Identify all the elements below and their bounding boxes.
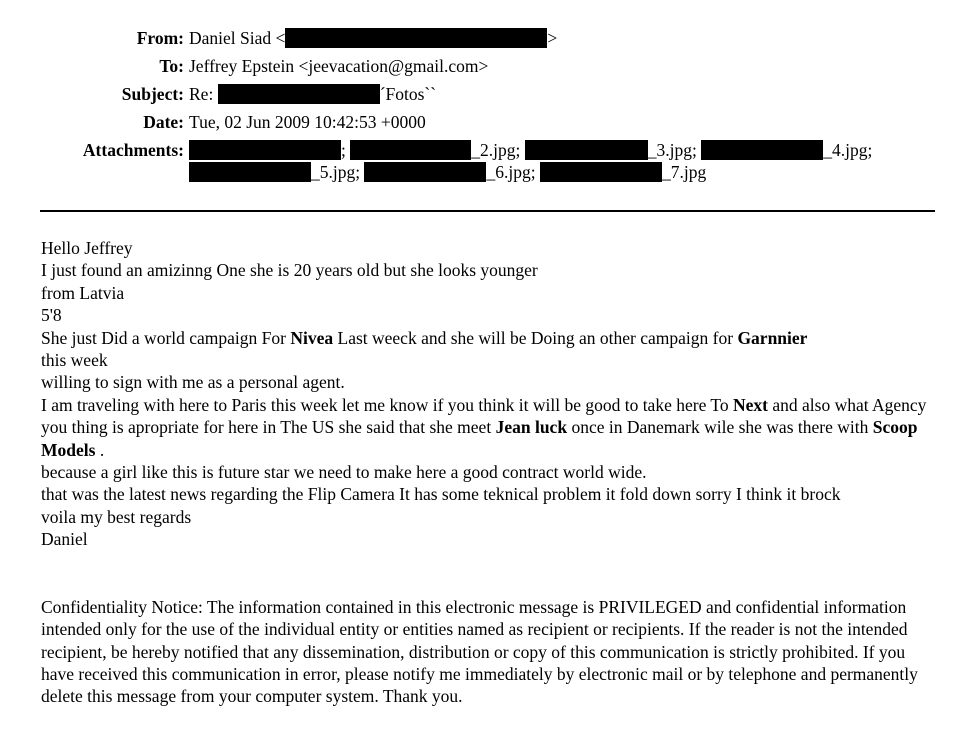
redaction-block (189, 162, 311, 182)
attachment-2-tail: _2.jpg; (471, 140, 521, 160)
attachment-4-tail: _4.jpg; (823, 140, 873, 160)
body-text: . (95, 439, 105, 460)
body-line: willing to sign with me as a personal agent. (41, 372, 345, 393)
redaction-block (540, 162, 662, 182)
header-divider (40, 210, 935, 212)
body-text: once in Danemark wile she was there with (567, 417, 873, 438)
confidentiality-notice: Confidentiality Notice: The information contained in this electronic message is PRIVILEGED and confidential information intended only for the use of the individual entity or entities named as recipient or recipients. If the reader is not the intended recipient, be hereby notified that any dissemination, distribution or copy of this communication is strictly prohibited. If you have received this communication in error, please notify me immediately by electronic mail or by telephone and permanently delete this message from your computer system. Thank you. (41, 597, 918, 707)
attachments-label: Attachments: (82, 140, 184, 160)
body-line: because a girl like this is future star we need to make here a good contract world wide. (41, 462, 647, 483)
body-line: from Latvia (41, 282, 125, 303)
person-name: Jean luck (495, 417, 568, 438)
attachment-3-tail: _3.jpg; (647, 140, 697, 160)
redaction-block (189, 140, 341, 160)
to-row (0, 54, 960, 78)
attachments-line-1 (189, 138, 872, 162)
body-line: Hello Jeffrey (41, 238, 133, 258)
date-value: Tue, 02 Jun 2009 10:42:53 +0000 (189, 112, 426, 132)
from-value (189, 26, 557, 50)
body-text: this week (41, 350, 108, 371)
body-paragraph (41, 394, 941, 461)
redaction-block (285, 28, 547, 48)
body-line: I just found an amizinng One she is 20 years old but she looks younger (41, 260, 538, 281)
subject-value (189, 82, 436, 106)
from-name: Daniel Siad < (189, 28, 286, 48)
subject-label: Subject: (121, 84, 184, 104)
body-text: I am traveling with here to Paris this week let me know if you think it will be good to take here To (41, 394, 733, 415)
body-text: Last weeck and she will be Doing an other campaign for (333, 327, 738, 348)
date-label: Date: (143, 112, 184, 132)
redaction-block (218, 84, 380, 104)
attachment-6-tail: _6.jpg; (486, 162, 536, 182)
agency-name: Scoop Models (41, 417, 918, 460)
attachments-line-2 (189, 160, 706, 184)
attachment-7-tail: _7.jpg (661, 162, 707, 182)
attachment-5-tail: _5.jpg; (311, 162, 361, 182)
body-line: that was the latest news regarding the Flip Camera It has some teknical problem it fold down sorry I think it brock (41, 484, 841, 505)
attachments-line-2-row (0, 160, 960, 184)
subject-prefix: Re: (189, 84, 214, 104)
from-row (0, 26, 960, 50)
from-label: From: (136, 28, 184, 48)
from-tail: > (547, 28, 558, 48)
brand-name: Garnnier (737, 327, 808, 348)
body-text: and also what Agency you thing is apropriate for here in The US she said that she meet (41, 394, 927, 438)
body-line: voila my best regards (41, 506, 192, 527)
subject-row (0, 82, 960, 106)
redaction-block (350, 140, 471, 160)
date-row (0, 110, 960, 134)
body-line: 5'8 (41, 305, 62, 326)
redaction-block (701, 140, 823, 160)
to-label: To: (159, 56, 184, 76)
message-body (41, 237, 941, 551)
signature: Daniel (41, 529, 88, 550)
attachments-row (0, 138, 960, 162)
to-value: Jeffrey Epstein <jeevacation@gmail.com> (189, 56, 489, 76)
redaction-block (364, 162, 486, 182)
attachment-1-tail: ; (341, 140, 346, 160)
subject-suffix: ´Fotos`` (379, 84, 437, 104)
body-text: She just Did a world campaign For (41, 327, 291, 348)
agency-name: Next (733, 394, 768, 415)
redaction-block (525, 140, 648, 160)
body-paragraph (41, 327, 941, 372)
brand-name: Nivea (290, 327, 334, 348)
